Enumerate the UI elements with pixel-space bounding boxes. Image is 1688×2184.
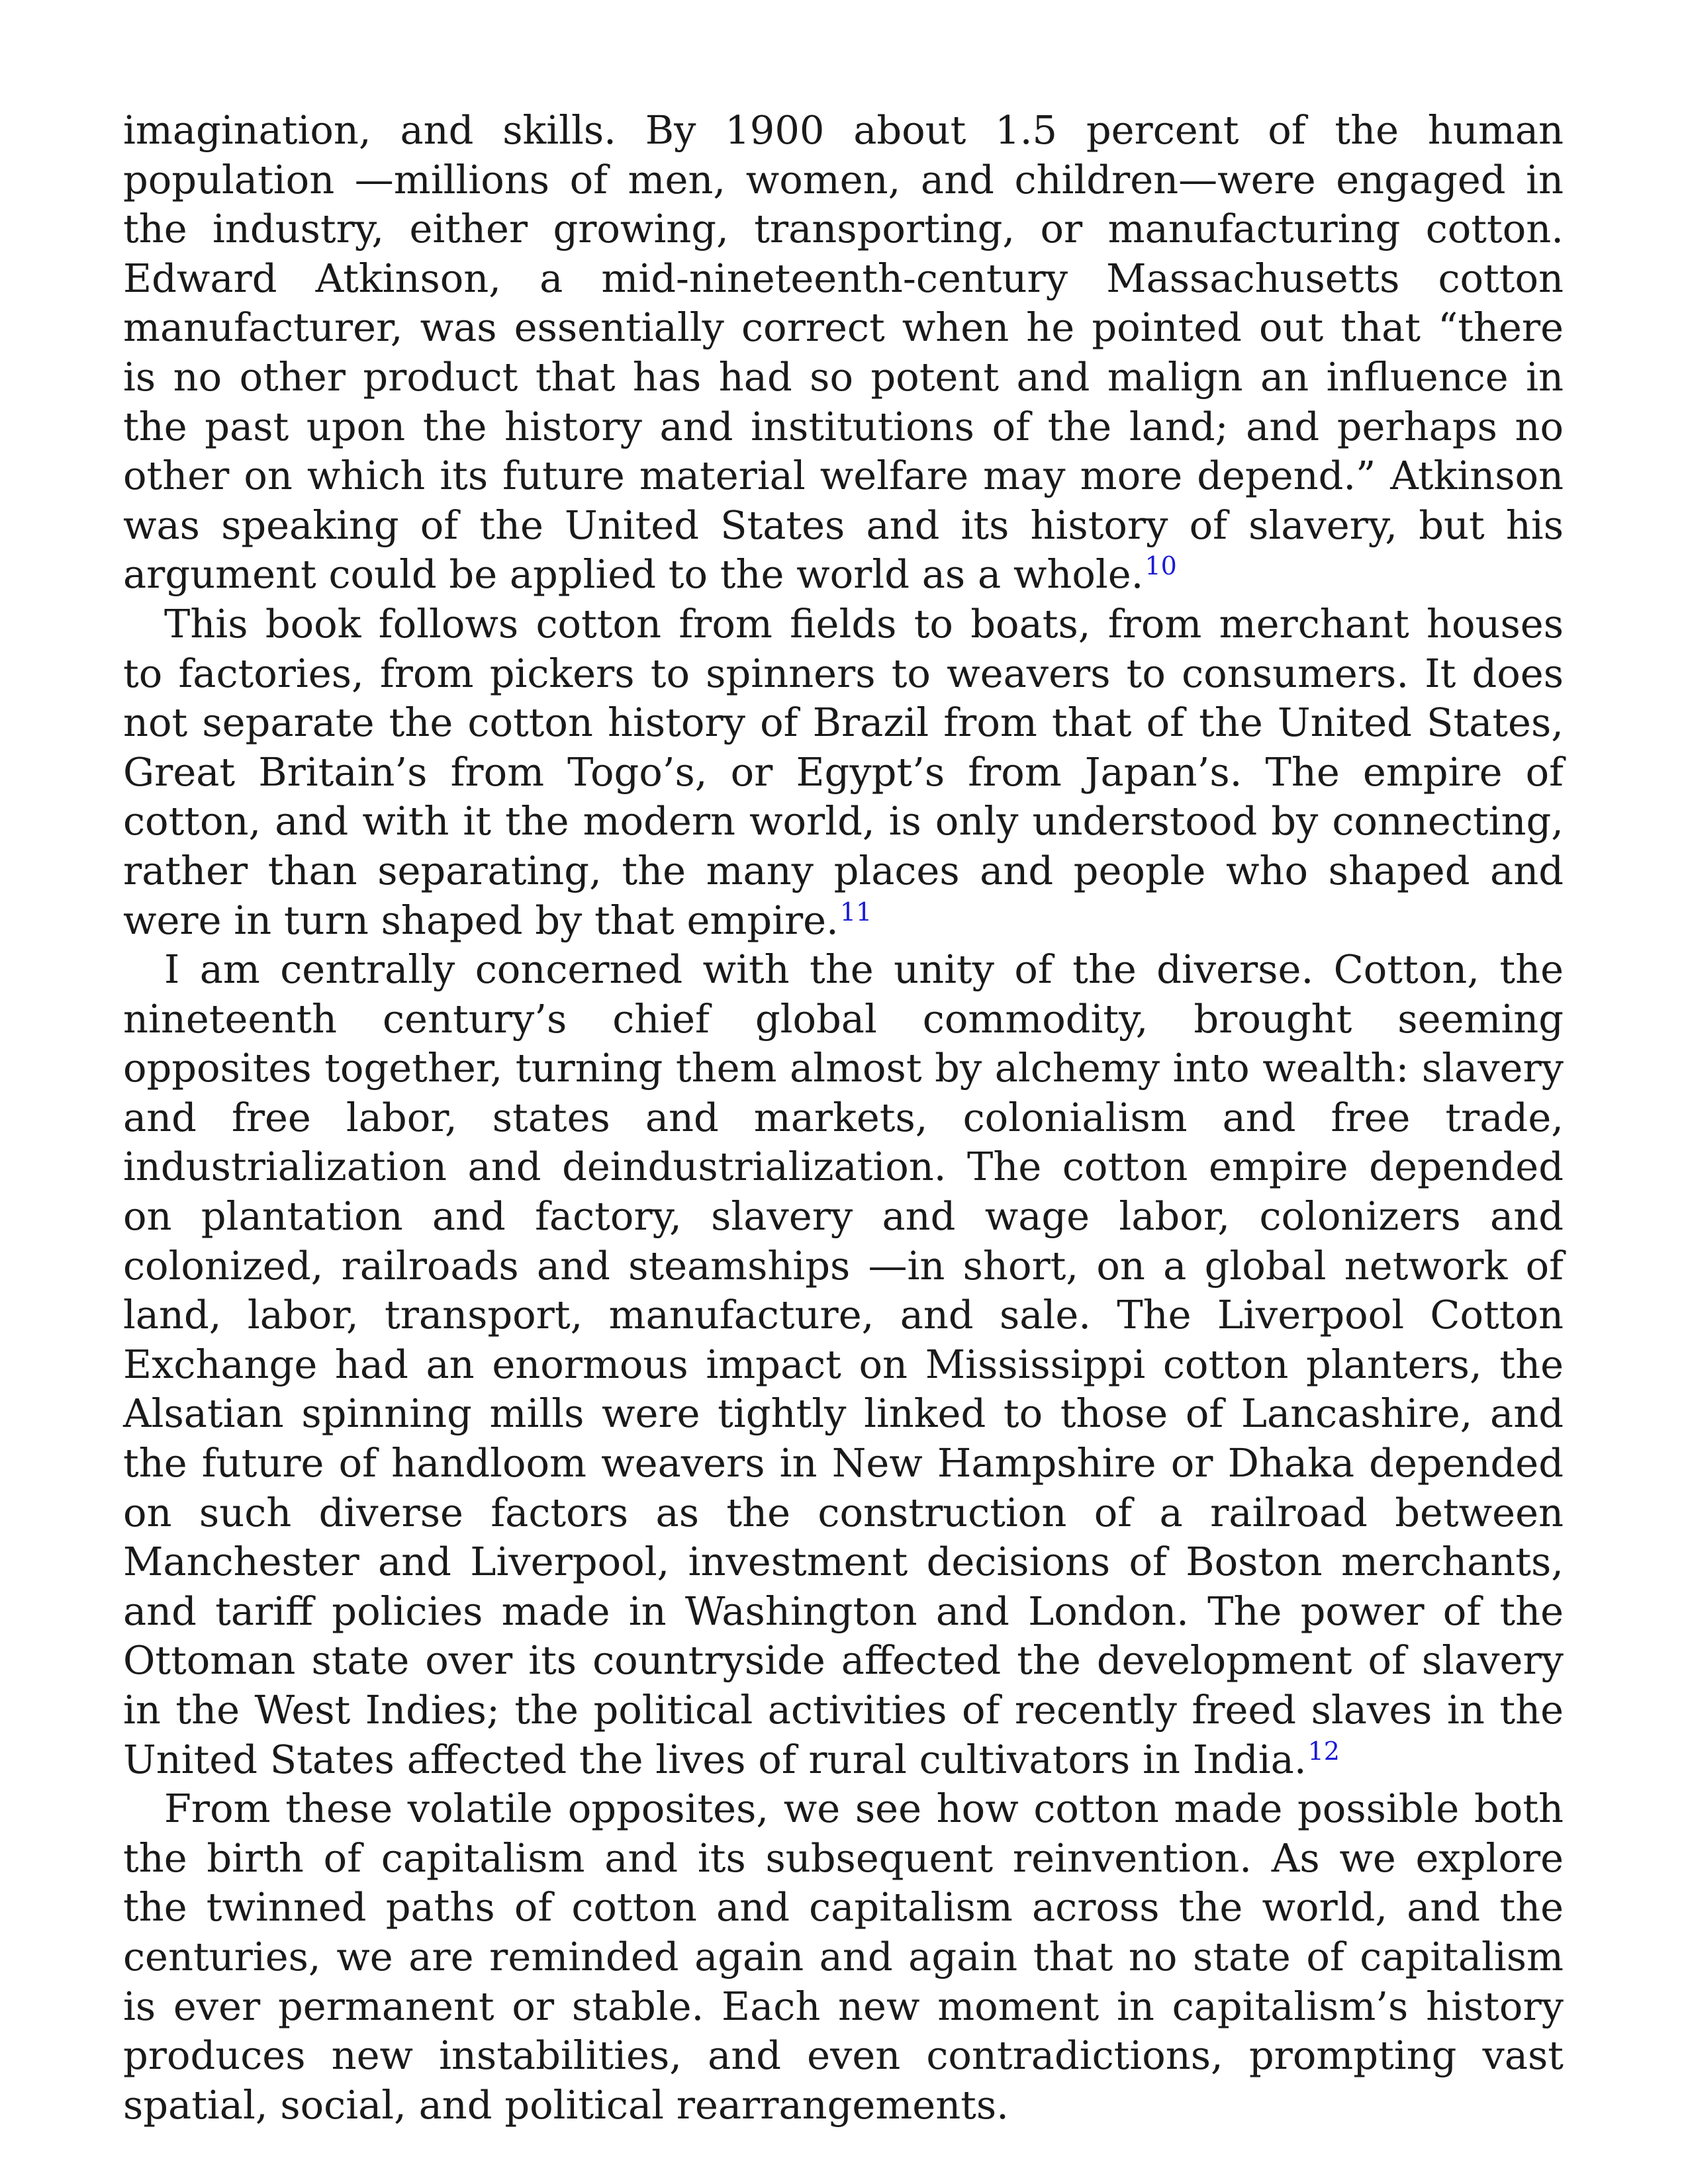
page-body	[123, 106, 1564, 2130]
paragraph-1-text: imagination, and skills. By 1900 about 1.5 percent of the human population —millions of men, women, and children—were engaged in the industry, either growing, transporting, or manufacturing cotton. Edward Atkinson, a mid-nineteenth-century Massachusetts cotton manufacturer, was essentially correct when he pointed out that “there is no other product that has had so potent and malign an influence in the past upon the history and institutions of the land; and perhaps no other on which its future material welfare may more depend.” Atkinson was speaking of the United States and its history of slavery, but his argument could be applied to the world as a whole.	[123, 107, 1564, 598]
footnote-ref-11[interactable]: 11	[839, 897, 872, 927]
paragraph-2	[123, 600, 1564, 945]
paragraph-4-text: From these volatile opposites, we see how cotton made possible both the birth of capitalism and its subsequent reinvention. As we explore the twinned paths of cotton and capitalism across the world, and the centuries, we are reminded again and again that no state of capitalism is ever permanent or stable. Each new moment in capitalism’s history produces new instabilities, and even contradictions, prompting vast spatial, social, and political rearrangements.	[123, 1786, 1564, 2128]
paragraph-4	[123, 1784, 1564, 2130]
paragraph-1	[123, 106, 1564, 600]
footnote-ref-12[interactable]: 12	[1307, 1736, 1340, 1766]
footnote-ref-10[interactable]: 10	[1145, 551, 1177, 581]
paragraph-3	[123, 945, 1564, 1784]
paragraph-2-text: This book follows cotton from fields to boats, from merchant houses to factories, from pickers to spinners to weavers to consumers. It does not separate the cotton history of Brazil from that of the United States, Great Britain’s from Togo’s, or Egypt’s from Japan’s. The empire of cotton, and with it the modern world, is only understood by connecting, rather than separating, the many places and people who shaped and were in turn shaped by that empire.	[123, 600, 1564, 943]
paragraph-3-text: I am centrally concerned with the unity of the diverse. Cotton, the nineteenth century’s chief global commodity, brought seeming opposites together, turning them almost by alchemy into wealth: slavery and free labor, states and markets, colonialism and free trade, industrialization and deindustrialization. The cotton empire depended on plantation and factory, slavery and wage labor, colonizers and colonized, railroads and steamships —in short, on a global network of land, labor, transport, manufacture, and sale. The Liverpool Cotton Exchange had an enormous impact on Mississippi cotton planters, the Alsatian spinning mills were tightly linked to those of Lancashire, and the future of handloom weavers in New Hampshire or Dhaka depended on such diverse factors as the construction of a railroad between Manchester and Liverpool, investment decisions of Boston merchants, and tariff policies made in Washington and London. The power of the Ottoman state over its countryside affected the development of slavery in the West Indies; the political activities of recently freed slaves in the United States affected the lives of rural cultivators in India.	[123, 946, 1564, 1782]
